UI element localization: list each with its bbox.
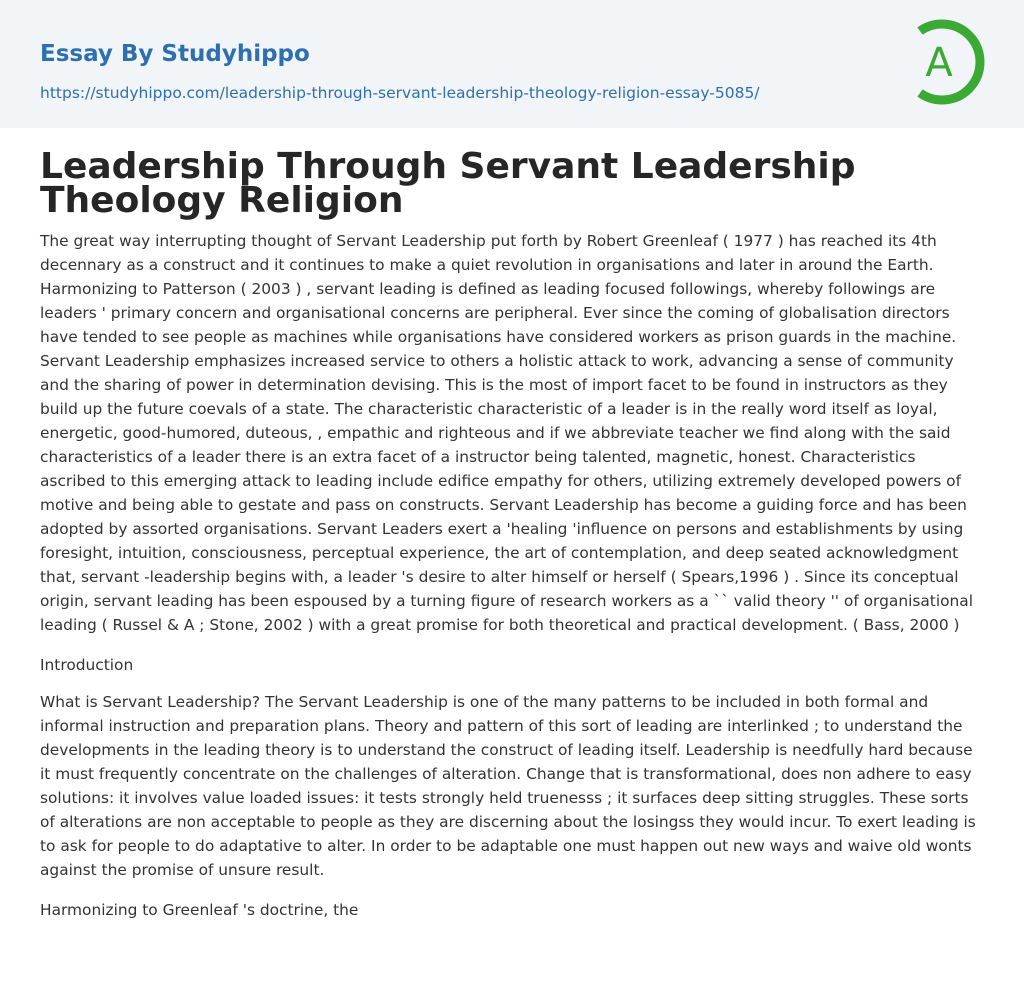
article-paragraph-2: What is Servant Leadership? The Servant Leadership is one of the many patterns to be included in both formal and informal instruction and preparation plans. Theory and pattern of this sort of leading are interlinked ; to understand the developments in the leading theory is to understand the construct of leading itself. Leadership is needfully hard because it must frequently concentrate on the challenges of alteration. Change that is transformational, does non adhere to easy solutions: it involves value loaded issues: it tests strongly held truenesss ; it surfaces deep sitting struggles. These sorts of alterations are non acceptable to people as they are discerning about the losingss they would incur. To exert leading is to ask for people to do adaptative to alter. In order to be adaptable one must happen out new ways and waive old wonts against the promise of unsure result. — [40, 693, 976, 879]
article — [0, 128, 1024, 922]
site-brand[interactable]: Essay By Studyhippo — [40, 41, 310, 67]
article-paragraph-1: The great way interrupting thought of Servant Leadership put forth by Robert Greenleaf ( 1977 ) has reached its 4th decennary as a construct and it continues to make a quiet revolution in organisations and later in around the Earth. Harmonizing to Patterson ( 2003 ) , servant leading is defined as leading focused followings, whereby followings are leaders ' primary concern and organisational concerns are peripheral. Ever since the coming of globalisation directors have tended to see people as machines while organisations have considered workers as prison guards in the machine. Servant Leadership emphasizes increased service to others a holistic attack to work, advancing a sense of community and the sharing of power in determination devising. This is the most of import facet to be found in instructors as they build up the future coevals of a state. The characteristic characteristic of a leader is in the really word itself as loyal, energetic, good-humored, duteous, , empathic and righteous and if we abbreviate teacher we find along with the said characteristics of a leader there is an extra facet of a instructor being talented, magnetic, honest. Characteristics ascribed to this emerging attack to leading include edifice empathy for others, utilizing extremely developed powers of motive and being able to gestate and pass on constructs. Servant Leadership has become a guiding force and has been adopted by assorted organisations. Servant Leaders exert a 'healing 'influence on persons and establishments by using foresight, intuition, consciousness, perceptual experience, the art of contemplation, and deep seated acknowledgment that, servant -leadership begins with, a leader 's desire to alter himself or herself ( Spears,1996 ) . Since its conceptual origin, servant leading has been espoused by a turning figure of research workers as a `` valid theory '' of organisational leading ( Russel & A ; Stone, 2002 ) with a great promise for both theoretical and practical development. ( Bass, 2000 ) — [40, 232, 973, 634]
site-header — [0, 0, 1024, 128]
studyhippo-a-logo-icon[interactable] — [912, 18, 988, 106]
section-heading-introduction: Introduction — [40, 656, 134, 674]
essay-url-link[interactable]: https://studyhippo.com/leadership-through-servant-leadership-theology-religion-essay-5085/ — [40, 84, 760, 102]
article-paragraph-3: Harmonizing to Greenleaf 's doctrine, the — [40, 901, 359, 919]
article-title: Leadership Through Servant Leadership Theology Religion — [40, 146, 856, 221]
logo-letter: A — [925, 40, 953, 86]
